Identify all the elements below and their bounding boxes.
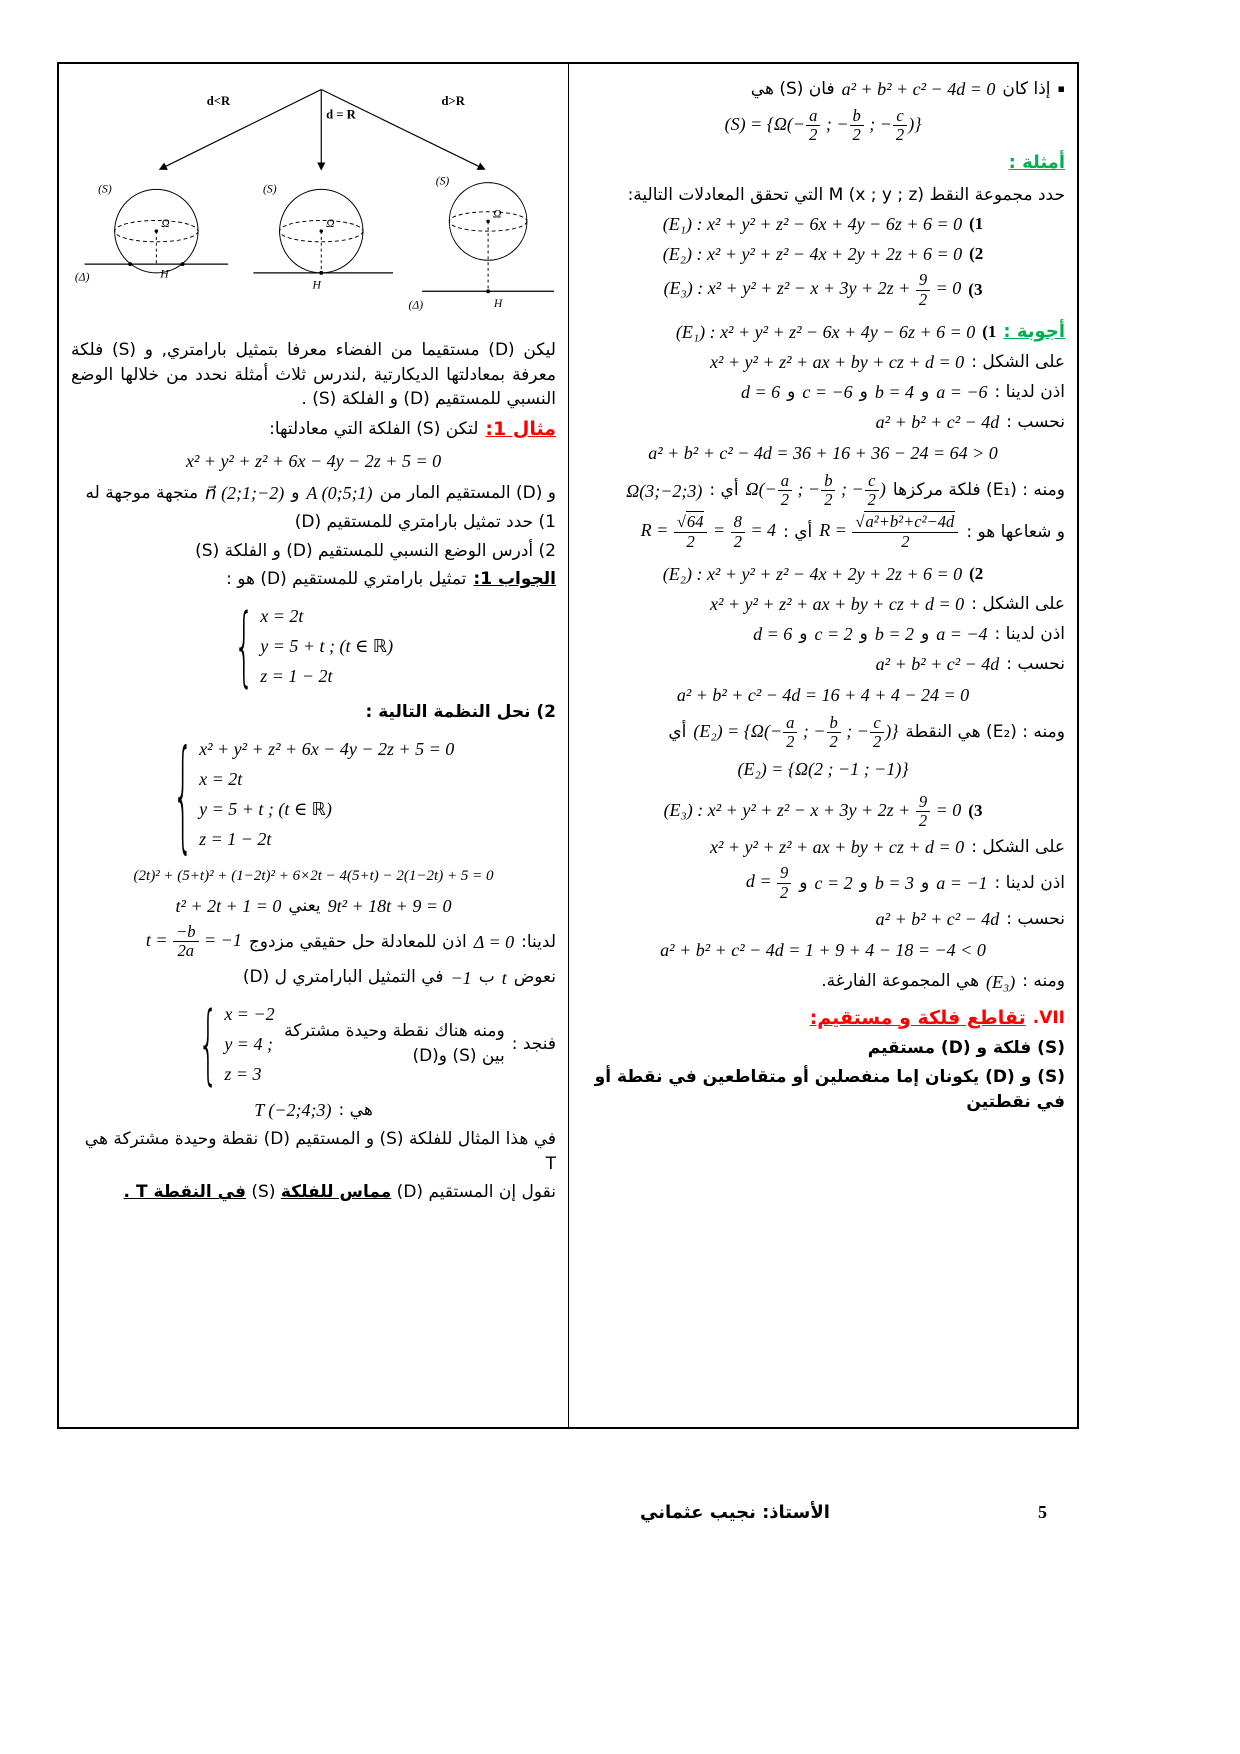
- values-label: اذن لدينا :: [994, 623, 1065, 644]
- answer3-equation: (E₃) : x² + y² + z² − x + 3y + 2z + $\frac{9}{2}$ = 0: [663, 791, 962, 831]
- answer-title: الجواب 1:: [473, 569, 556, 590]
- answer1-radius-row: [581, 513, 1065, 550]
- value-c: c = 2: [814, 623, 853, 644]
- section7-number: VII.: [1032, 1008, 1065, 1029]
- full-system-line: [71, 722, 556, 867]
- conjunction: و: [859, 381, 868, 402]
- example1-heading-row: [71, 416, 556, 444]
- system-line: z = 1 − 2t: [260, 666, 333, 687]
- answer-heading-row: [71, 567, 556, 592]
- radius-value-math: R = $\frac{√64}{2}$ = $\frac{8}{2}$ = 4: [640, 512, 777, 551]
- radius-mid-text: أي :: [783, 521, 813, 542]
- answer1-result-line: [581, 440, 1065, 467]
- general-form-math: x² + y² + z² + ax + by + cz + d = 0: [710, 837, 965, 858]
- delta-mid-text: اذن للمعادلة حل حقيقي مزدوج: [248, 931, 467, 952]
- substitute-row: [71, 965, 556, 991]
- answer3-conclusion-row: [581, 969, 1065, 995]
- answers-heading-row: [581, 319, 1065, 345]
- case-disjoint-label: d>R: [441, 94, 465, 109]
- answer2-values-row: [581, 621, 1065, 647]
- answer3-heading-row: [581, 793, 1065, 830]
- means-text: يعني: [288, 895, 321, 916]
- answer1-result-math: a² + b² + c² − 4d = 36 + 16 + 36 − 24 = 64 > 0: [648, 443, 998, 464]
- answer2-result-line: [581, 682, 1065, 709]
- equation-e1-number: (1: [969, 213, 984, 233]
- found-label: فنجد :: [511, 1033, 556, 1054]
- point-value-math: (E₂) = {Ω(2 ; −1 ; −1)}: [737, 759, 909, 780]
- section7-title: تقاطع فلكة و مستقيم:: [809, 1006, 1026, 1029]
- value-b: b = 2: [874, 623, 915, 644]
- condition-zero-row: [581, 76, 1065, 102]
- system-line: x = 2t: [199, 769, 243, 790]
- conjunction: و: [859, 872, 868, 893]
- simplified-left-math: 9t² + 18t + 9 = 0: [327, 896, 452, 917]
- conjunction: و: [859, 623, 868, 644]
- answer2-point-value-line: [581, 756, 1065, 783]
- value-a: a = −1: [936, 873, 988, 894]
- conjunction: و: [921, 623, 930, 644]
- answer3-number: (3: [968, 801, 983, 821]
- general-form-math: x² + y² + z² + ax + by + cz + d = 0: [710, 593, 965, 614]
- sphere-equation-math: x² + y² + z² + 6x − 4y − 2z + 5 = 0: [185, 451, 442, 472]
- compute-expression: a² + b² + c² − 4d: [875, 654, 1000, 675]
- delta-row: [71, 923, 556, 960]
- conclusion-post-text: هي المجموعة الفارغة.: [821, 971, 980, 992]
- line-def-pre: و (D) المستقيم المار من: [379, 482, 556, 503]
- case-secant-label: d<R: [206, 94, 231, 109]
- conclusion-pre-text: ومنه :: [1022, 971, 1065, 992]
- form-label: على الشكل :: [971, 351, 1065, 372]
- system-line: x = 2t: [260, 606, 304, 627]
- values-label: اذن لدينا :: [994, 381, 1065, 402]
- tangency-point-math: T (−2;4;3): [254, 1100, 332, 1121]
- line-definition-row: [71, 480, 556, 506]
- answer2-compute-row: [581, 651, 1065, 677]
- conjunction: و: [799, 623, 808, 644]
- compute-label: نحسب :: [1006, 908, 1065, 929]
- parametric-system-line: [71, 594, 556, 698]
- condition-post-text: فان (S) هي: [750, 78, 835, 99]
- answer-text: تمثيل بارامتري للمستقيم (D) هو :: [226, 569, 467, 590]
- answer3-form-row: [581, 834, 1065, 860]
- section7-heading-row: [581, 1005, 1065, 1033]
- direction-vector-math: n⃗ (2;1;−2): [205, 483, 285, 504]
- answer1-center-row: [581, 472, 1065, 509]
- foot-point-label: H: [493, 296, 503, 310]
- system-line: y = 4 ;: [224, 1033, 273, 1054]
- statement-pre: نقول إن المستقيم (D): [396, 1182, 556, 1203]
- general-form-math: x² + y² + z² + ax + by + cz + d = 0: [710, 351, 965, 372]
- left-column: [59, 64, 568, 1427]
- substitute-pre: نعوض: [513, 967, 556, 988]
- value-d: d = $\frac{9}{2}$: [746, 864, 792, 901]
- at-point-T-underlined: في النقطة T .: [123, 1182, 246, 1203]
- sphere-label: (S): [435, 174, 450, 188]
- values-label: اذن لدينا :: [994, 872, 1065, 893]
- expanded-equation-math: (2t)² + (5+t)² + (1−2t)² + 6×2t − 4(5+t) − 2(1−2t) + 5 = 0: [133, 868, 494, 885]
- answer2-heading-row: [581, 561, 1065, 587]
- point-set-math: (E₂) = {Ω(− $\frac{a}{2}$ ; − $\frac{b}{2}$ ; − $\frac{c}{2}$ )}: [693, 712, 899, 752]
- disjoint-sphere-figure: [409, 175, 555, 312]
- tangent-statement: [71, 1180, 556, 1205]
- answer3-values-row: [581, 864, 1065, 901]
- examples-title: أمثلة :: [1008, 151, 1065, 173]
- foot-point-label: H: [160, 267, 169, 281]
- answer3-compute-row: [581, 906, 1065, 932]
- system-line: y = 5 + t ; (t ∈ ℝ): [260, 636, 394, 657]
- section7-line1: (S) فلكة و (D) مستقيم: [867, 1038, 1065, 1059]
- radius-formula-math: R = $\frac{\text{√a²+b²+c²−4d}}{2}$: [819, 513, 959, 550]
- examples-intro: حدد مجموعة النقط M (x ; y ; z) التي تحقق المعادلات التالية:: [627, 184, 1065, 205]
- sphere-label: (S): [263, 182, 277, 196]
- delta-pre-text: لدينا:: [521, 931, 556, 952]
- value-b: b = 3: [874, 873, 915, 894]
- answer2-form-row: [581, 591, 1065, 617]
- singleton-set-math: (S) = {Ω(− $\frac{a}{2}$ ; − $\frac{b}{2}$ ; − $\frac{c}{2}$ )}: [724, 106, 922, 145]
- point-post-text: أي: [668, 722, 687, 743]
- delta-equation-math: Δ = 0: [473, 931, 515, 952]
- value-a: a = −6: [936, 382, 988, 403]
- answer1-compute-row: [581, 409, 1065, 435]
- value-c: c = 2: [814, 873, 853, 894]
- singleton-set-line: [581, 107, 1065, 144]
- answer2-equation: (E₂) : x² + y² + z² − 4x + 2y + 2z + 6 = 0: [662, 563, 963, 584]
- example1-title: مثال 1:: [485, 417, 556, 440]
- system-line: z = 3: [224, 1063, 262, 1084]
- sphere-label: (S): [98, 182, 112, 196]
- point-pre-text: ومنه : (E₂) هي النقطة: [905, 722, 1065, 743]
- sphere-center-label: Ω: [492, 207, 502, 221]
- intro-paragraph: ليكن (D) مستقيما من الفضاء معرفا بتمثيل بارامتري, و (S) فلكة معرفة بمعادلتها الديكارتية ,لندرس ثلاث أمثلة نحدد من خلالها الوضع النسبي للمستقيم (D) و الفلكة (S) .: [71, 340, 556, 410]
- answer1-form-row: [581, 349, 1065, 375]
- footer-teacher-name: الأستاذ: نجيب عثماني: [640, 1502, 830, 1523]
- point-A-math: A (0;5;1): [306, 483, 373, 504]
- statement-mid: (S): [251, 1182, 276, 1203]
- center-value-math: Ω(3;−2;3): [626, 480, 703, 501]
- substitute-with: ب: [478, 967, 495, 988]
- system-line: y = 5 + t ; (t ∈ ℝ): [199, 799, 332, 820]
- case-tangent-label: d = R: [326, 107, 356, 122]
- form-label: على الشكل :: [971, 837, 1065, 858]
- answer1-equation: (E₁) : x² + y² + z² − 6x + 4y − 6z + 6 = 0: [675, 321, 976, 342]
- value-c: c = −6: [802, 382, 853, 403]
- answer3-result-math: a² + b² + c² − 4d = 1 + 9 + 4 − 18 = −4 < 0: [660, 939, 986, 960]
- sphere-center-label: Ω: [326, 217, 335, 231]
- secant-sphere-figure: [75, 182, 228, 283]
- foot-point-label: H: [312, 278, 321, 292]
- conjunction: و: [921, 872, 930, 893]
- found-system: [197, 992, 275, 1096]
- full-system: [172, 722, 455, 867]
- value-b: b = 4: [874, 382, 915, 403]
- answer1-values-row: [581, 379, 1065, 405]
- form-label: على الشكل :: [971, 593, 1065, 614]
- answer2-result-math: a² + b² + c² − 4d = 16 + 4 + 4 − 24 = 0: [676, 685, 970, 706]
- sphere-center-label: Ω: [161, 217, 170, 231]
- equation-e3-row: [581, 271, 1065, 308]
- right-column: [568, 64, 1077, 1427]
- simplified-right-math: t² + 2t + 1 = 0: [175, 896, 282, 917]
- line-delta-label: (Δ): [408, 298, 424, 312]
- equation-e1-row: [581, 211, 1065, 237]
- condition-pre-text: إذا كان: [1002, 78, 1051, 99]
- conjunction: و: [921, 381, 930, 402]
- compute-expression: a² + b² + c² − 4d: [875, 908, 1000, 929]
- expanded-equation-line: [71, 863, 556, 888]
- parameter-t: t: [501, 967, 507, 988]
- question-1: 1) حدد تمثيل بارامتري للمستقيم (D): [294, 512, 556, 533]
- condition-math: a² + b² + c² − 4d = 0: [841, 79, 996, 99]
- double-root-math: t = $\frac{-b}{2a}$ = −1: [145, 922, 242, 961]
- section7-line2: (S) و (D) يكونان إما منفصلين أو متقاطعين في نقطة أو في نقطتين: [594, 1066, 1065, 1112]
- brace-icon: {: [233, 594, 255, 698]
- bullet-square-icon: ▪: [1057, 82, 1065, 96]
- conjunction: و: [799, 872, 808, 893]
- value-a: a = −4: [936, 623, 988, 644]
- substitute-post: في التمثيل البارامتري ل (D): [242, 967, 444, 988]
- conjunction: و: [291, 482, 300, 503]
- example1-equation-line: [71, 448, 556, 475]
- answer2-point-row: [581, 714, 1065, 751]
- equation-e2-row: [581, 241, 1065, 267]
- answer1-number: (1: [982, 321, 997, 341]
- compute-expression: a² + b² + c² − 4d: [875, 412, 1000, 433]
- system-line: x = −2: [224, 1003, 275, 1024]
- sphere-line-positions-diagram: [71, 72, 556, 334]
- line-delta-label: (Δ): [74, 270, 90, 284]
- equation-e1-math: (E₁) : x² + y² + z² − 6x + 4y − 6z + 6 = 0: [662, 214, 963, 235]
- found-note: ومنه هناك نقطة وحيدة مشتركة بين (S) و(D): [284, 1021, 505, 1066]
- simplified-equation-row: [71, 893, 556, 919]
- substitute-value: −1: [450, 967, 472, 988]
- center-pre-text: ومنه : (E₁) فلكة مركزها: [892, 480, 1065, 501]
- value-d: d = 6: [753, 623, 793, 644]
- tangent-sphere-figure: [253, 182, 393, 291]
- radius-label: و شعاعها هو :: [966, 521, 1065, 542]
- center-formula-math: Ω(− $\frac{a}{2}$ ; − $\frac{b}{2}$ ; − $\frac{c}{2}$ ): [745, 470, 886, 510]
- brace-icon: {: [197, 992, 219, 1096]
- system-line: x² + y² + z² + 6x − 4y − 2z + 5 = 0: [199, 739, 455, 760]
- parametric-system: [233, 594, 394, 698]
- found-row: [71, 992, 556, 1096]
- compute-label: نحسب :: [1006, 653, 1065, 674]
- compute-label: نحسب :: [1006, 411, 1065, 432]
- conjunction: و: [787, 381, 796, 402]
- conclusion-math: (E₃): [986, 971, 1016, 992]
- question-2: 2) أدرس الوضع النسبي للمستقيم (D) و الفلكة (S): [195, 540, 556, 561]
- brace-icon: {: [172, 722, 194, 867]
- answer2-number: (2: [969, 563, 984, 583]
- solve-system-title: 2) نحل النظمة التالية :: [365, 702, 556, 723]
- examples-heading-row: [581, 150, 1065, 208]
- system-line: z = 1 − 2t: [199, 829, 272, 850]
- point-label: هي :: [338, 1099, 373, 1120]
- equation-e3-math: (E₃) : x² + y² + z² − x + 3y + 2z + $\frac{9}{2}$ = 0: [663, 270, 962, 309]
- footer-page-number: 5: [1038, 1502, 1047, 1522]
- answer3-result-line: [581, 937, 1065, 964]
- example1-text: لتكن (S) الفلكة التي معادلتها:: [269, 419, 479, 440]
- line-def-post: متجهة موجهة له: [85, 482, 199, 503]
- center-mid-text: أي :: [709, 480, 739, 501]
- content-frame: [57, 62, 1079, 1429]
- equation-e2-number: (2: [969, 244, 984, 264]
- answers-title: أجوبة :: [1003, 320, 1065, 342]
- tangency-point-row: [71, 1097, 556, 1123]
- conclusion-paragraph: في هذا المثال للفلكة (S) و المستقيم (D) نقطة وحيدة مشتركة هي T: [84, 1129, 556, 1174]
- equation-e3-number: (3: [968, 279, 983, 299]
- equation-e2-math: (E₂) : x² + y² + z² − 4x + 2y + 2z + 6 = 0: [662, 244, 963, 265]
- value-d: d = 6: [740, 382, 781, 403]
- tangent-to-sphere-underlined: مماس للفلكة: [280, 1182, 392, 1203]
